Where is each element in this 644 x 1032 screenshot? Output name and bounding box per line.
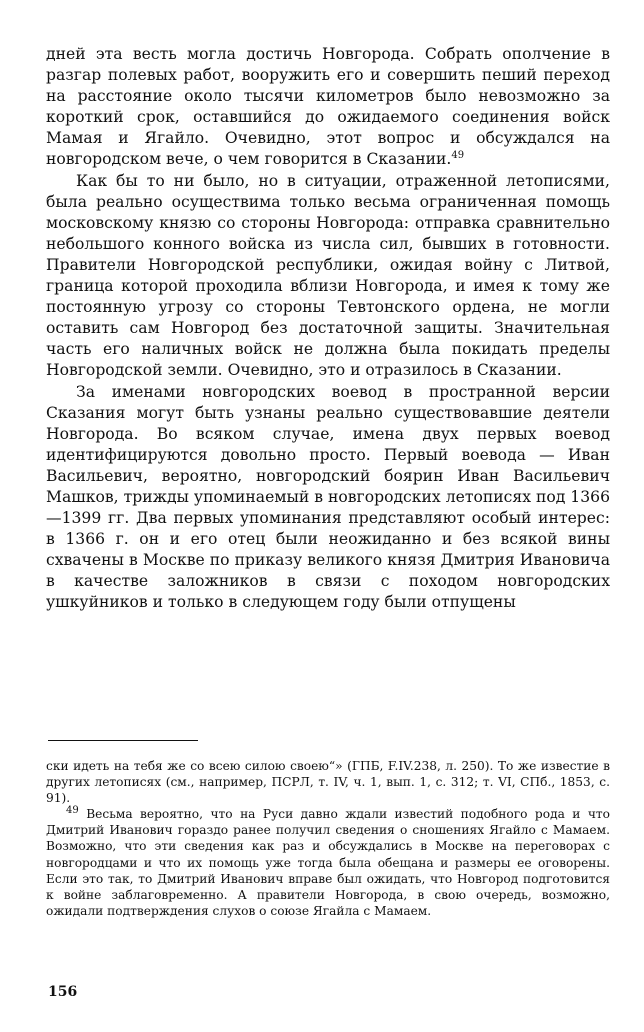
- footnote-divider: [48, 740, 198, 741]
- footnote-49-marker: 49: [66, 805, 79, 817]
- paragraph-2: Как бы то ни было, но в ситуации, отраженной летописями, была реально осуществима только весьма ограниченная помощь московскому князю со стороны Новгорода: отправка сравнительно небольшого конного войска из числа сил, бывших в готовности. Правители Новгородской республики, ожидая войну с Литвой, граница которой проходила вблизи Новгорода, и имея к тому же постоянную угрозу со стороны Тевтонского ордена, не могли оставить сам Новгород без достаточной защиты. Значительная часть его наличных войск не должна была покидать пределы Новгородской земли. Очевидно, это и отразилось в Сказании.: [46, 171, 610, 380]
- footnotes: [46, 758, 610, 919]
- paragraph-3: За именами новгородских воевод в пространной версии Сказания могут быть узнаны реально существовавшие деятели Новгорода. Во всяком случае, имена двух первых воевод идентифицируются довольно просто. Первый воевода — Иван Васильевич, вероятно, новгородский боярин Иван Васильевич Машков, трижды упоминаемый в новгородских летописях под 1366—1399 гг. Два первых упоминания представляют особый интерес: в 1366 г. он и его отец были неожиданно и без всякой вины схвачены в Москве по приказу великого князя Дмитрия Ивановича в качестве заложников в связи с походом новгородских ушкуйников и только в следующем году были отпущены: [46, 382, 610, 612]
- footnote-49-text: Весьма вероятно, что на Руси давно ждали известий подобного рода и что Дмитрий Иванович гораздо ранее получил сведения о сношениях Ягайло с Мамаем. Возможно, что эти сведения как раз и обсуждались в Москве на переговорах с новгородцами и что их помощь уже тогда была обещана и размеры ее оговорены. Если это так, то Дмитрий Иванович вправе был ожидать, что Новгород подготовится к войне заблаговременно. А правители Новгорода, в свою очередь, возможно, ожидали подтверждения слухов о союзе Ягайла с Мамаем.: [46, 807, 611, 918]
- paragraph-1-text: дней эта весть могла достичь Новгорода. Собрать ополчение в разгар полевых работ, вооружить его и совершить пеший переход на расстояние около тысячи километров было невозможно за короткий срок, оставшийся до ожидаемого соединения войск Мамая и Ягайло. Очевидно, этот вопрос и обсуждался на новгородском вече, о чем говорится в Сказании.: [46, 45, 610, 169]
- footnote-continuation: ски идеть на тебя же со всею силою своею“» (ГПБ, F.IV.238, л. 250). То же известие в других летописях (см., например, ПСРЛ, т. IV, ч. 1, вып. 1, с. 312; т. VI, СПб., 1853, с. 91).: [46, 759, 610, 806]
- footnote-ref-49: 49: [451, 150, 465, 162]
- footnote-49: [46, 806, 610, 919]
- paragraph-1: [46, 44, 610, 171]
- page-number: 156: [48, 984, 78, 1000]
- main-text: [46, 44, 610, 614]
